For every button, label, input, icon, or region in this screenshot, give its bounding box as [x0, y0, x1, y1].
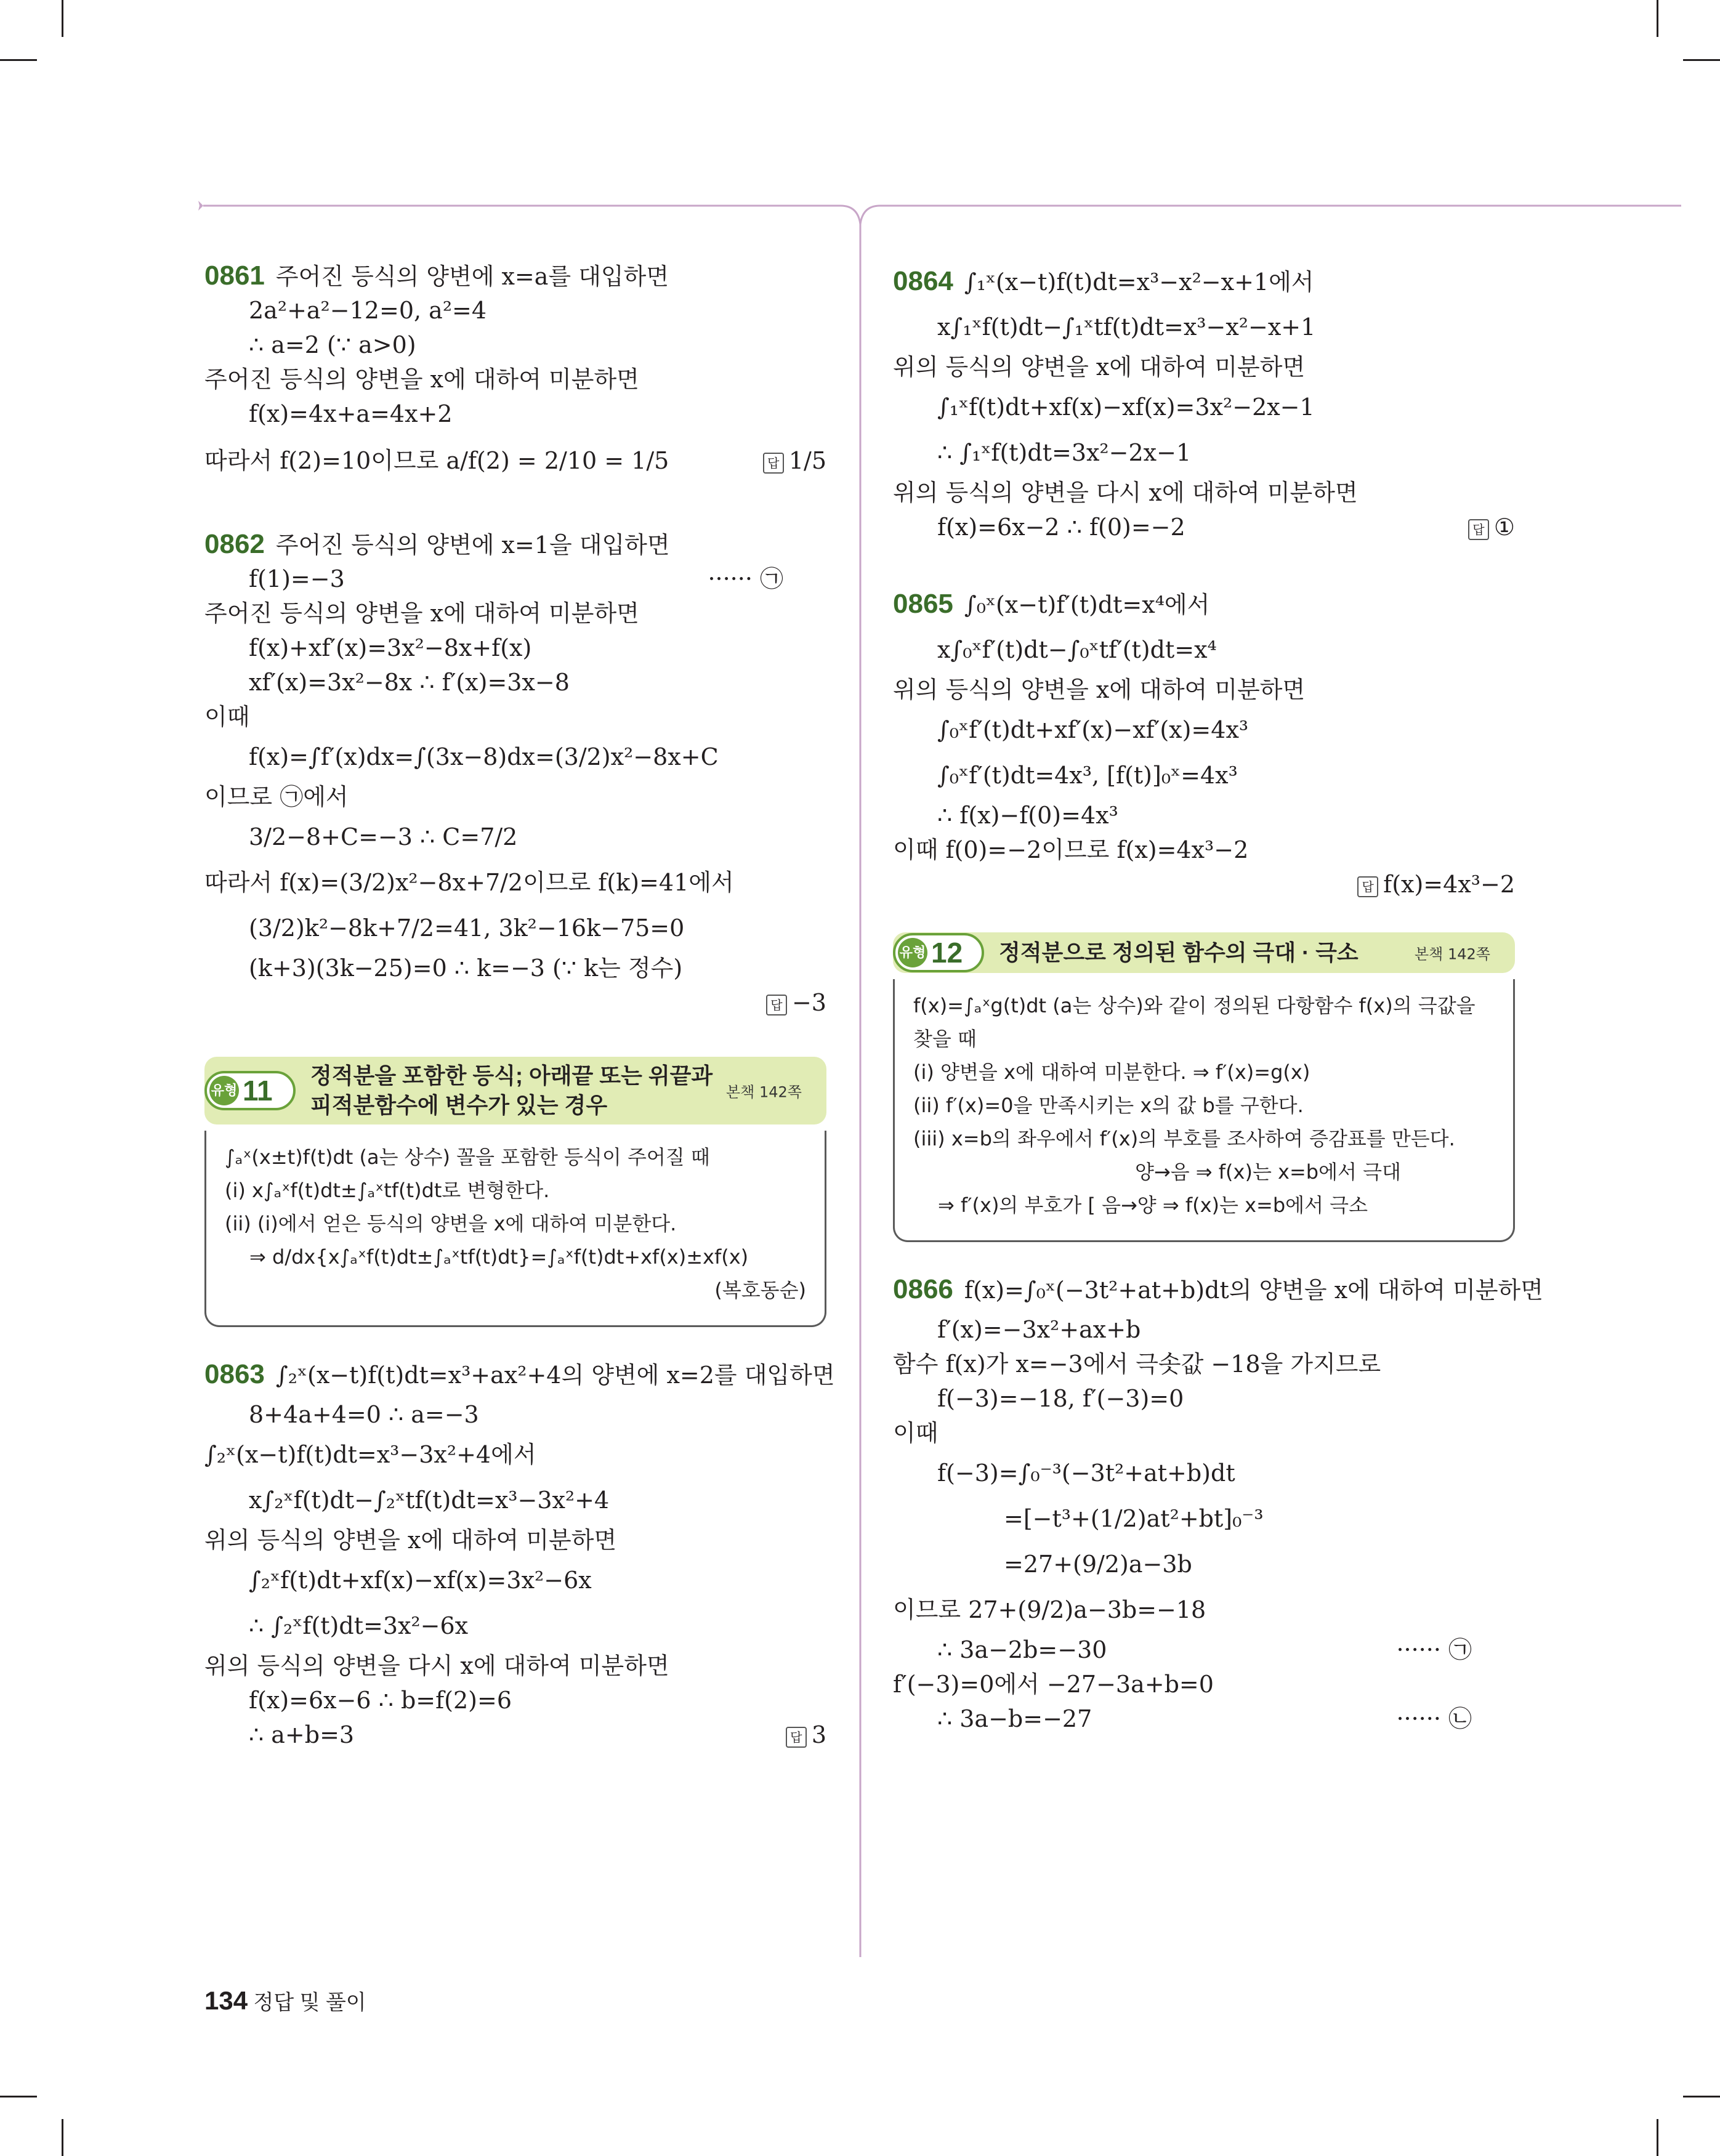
solution-line: 이때 — [204, 703, 250, 730]
problem-number: 0865 — [893, 589, 953, 619]
solution-line: =27+(9/2)a−3b — [1004, 1551, 1192, 1578]
problem-number: 0863 — [204, 1359, 265, 1389]
solution-line: ∫₂ˣ(x−t)f(t)dt=x³−3x²+4에서 — [204, 1441, 536, 1468]
solution-line: f(−3)=−18, f′(−3)=0 — [937, 1385, 1184, 1412]
problem-0863 — [204, 1352, 835, 1752]
answer-value: 3 — [811, 1721, 826, 1748]
solution-line: f(−3)=∫₀⁻³(−3t²+at+b)dt — [937, 1460, 1235, 1487]
solution-line: ∫₂ˣf(t)dt+xf(x)−xf(x)=3x²−6x — [249, 1567, 592, 1594]
type-title-line: 정적분을 포함한 등식; 아래끝 또는 위끝과 — [310, 1063, 713, 1088]
summary-line: (ii) (i)에서 얻은 등식의 양변을 x에 대하여 미분한다. — [225, 1212, 677, 1235]
problem-0862 — [204, 527, 826, 1020]
summary-line: f(x)=∫ₐˣg(t)dt (a는 상수)와 같이 정의된 다항함수 f(x)의 극값을 — [913, 994, 1476, 1017]
type-title — [310, 1061, 713, 1120]
solution-line: f(x)+xf′(x)=3x²−8x+f(x) — [249, 634, 532, 661]
crop-mark — [1683, 2096, 1720, 2097]
solution-line: (k+3)(3k−25)=0 ∴ k=−3 (∵ k는 정수) — [249, 955, 683, 982]
solution-line: f(1)=−3 — [249, 565, 345, 592]
solution-line: 위의 등식의 양변을 x에 대하여 미분하면 — [893, 676, 1306, 703]
right-column — [893, 259, 1543, 1736]
problem-number: 0866 — [893, 1274, 953, 1304]
textbook-reference: 본책 142쪽 — [1415, 945, 1490, 963]
solution-line: ∴ a+b=3 — [249, 1721, 355, 1748]
solution-line: 따라서 f(x)=(3/2)x²−8x+7/2이므로 f(k)=41에서 — [204, 869, 734, 896]
type-11-box — [204, 1057, 826, 1327]
solution-line: 주어진 등식의 양변에 x=a를 대입하면 — [275, 263, 669, 290]
type-banner — [204, 1057, 826, 1124]
summary-line: (i) x∫ₐˣf(t)dt±∫ₐˣtf(t)dt로 변형한다. — [225, 1179, 550, 1202]
type-badge — [893, 933, 984, 972]
solution-line: 위의 등식의 양변을 다시 x에 대하여 미분하면 — [893, 479, 1358, 506]
summary-line: (ii) f′(x)=0을 만족시키는 x의 값 b를 구한다. — [913, 1094, 1304, 1117]
type-badge — [204, 1071, 296, 1110]
problem-number: 0862 — [204, 529, 265, 559]
answer-value: ① — [1493, 514, 1515, 541]
crop-mark — [62, 0, 63, 37]
solution-line: f(x)=∫f′(x)dx=∫(3x−8)dx=(3/2)x²−8x+C — [249, 743, 719, 770]
solution-line: 함수 f(x)가 x=−3에서 극솟값 −18을 가지므로 — [893, 1351, 1381, 1378]
answer-value: −3 — [791, 989, 826, 1016]
crop-mark — [1683, 59, 1720, 61]
answer-icon: 답 — [766, 995, 787, 1015]
equation-marker: ······ ㉠ — [1396, 1636, 1472, 1663]
crop-mark — [1657, 0, 1658, 37]
answer — [786, 1718, 826, 1752]
left-column — [204, 259, 835, 1752]
crop-mark — [0, 59, 37, 61]
page-number: 134 — [204, 1986, 248, 2015]
solution-line: ∫₀ˣf′(t)dt+xf′(x)−xf′(x)=4x³ — [937, 716, 1249, 743]
answer-icon: 답 — [763, 453, 784, 474]
answer-icon: 답 — [1357, 876, 1378, 897]
solution-line: 2a²+a²−12=0, a²=4 — [249, 297, 487, 324]
answer — [1468, 510, 1515, 544]
solution-line: 8+4a+4=0 ∴ a=−3 — [249, 1401, 479, 1428]
summary-line: ⇒ f′(x)의 부호가 [ 음→양 ⇒ f(x)는 x=b에서 극소 — [938, 1193, 1368, 1217]
type-banner — [893, 932, 1515, 973]
answer-value: f(x)=4x³−2 — [1383, 871, 1515, 898]
solution-line: (3/2)k²−8k+7/2=41, 3k²−16k−75=0 — [249, 914, 685, 942]
footer-title: 정답 및 풀이 — [253, 1991, 366, 2014]
answer — [763, 431, 826, 490]
summary-line: ∫ₐˣ(x±t)f(t)dt (a는 상수) 꼴을 포함한 등식이 주어질 때 — [225, 1145, 710, 1169]
crop-mark — [62, 2119, 63, 2156]
solution-line: ∫₀ˣ(x−t)f′(t)dt=x⁴에서 — [964, 591, 1210, 618]
type-number: 11 — [243, 1075, 273, 1107]
page-footer — [204, 1984, 366, 2017]
solution-line: xf′(x)=3x²−8x ∴ f′(x)=3x−8 — [249, 669, 570, 696]
solution-line: ∴ a=2 (∵ a>0) — [249, 331, 416, 358]
answer-value: 1/5 — [788, 447, 826, 474]
type-label: 유형 — [209, 1076, 239, 1105]
answer — [766, 985, 826, 1020]
type-summary — [204, 1131, 826, 1327]
solution-line: ∴ ∫₂ˣf(t)dt=3x²−6x — [249, 1612, 469, 1639]
answer — [1357, 867, 1515, 902]
solution-line: 이때 f(0)=−2이므로 f(x)=4x³−2 — [893, 836, 1249, 863]
solution-line: 위의 등식의 양변을 x에 대하여 미분하면 — [893, 353, 1306, 381]
solution-line: 주어진 등식의 양변을 x에 대하여 미분하면 — [204, 366, 639, 393]
problem-0861 — [204, 259, 826, 490]
summary-line: ⇒ d/dx{x∫ₐˣf(t)dt±∫ₐˣtf(t)dt}=∫ₐˣf(t)dt+xf(x)±xf(x) — [249, 1245, 749, 1269]
solution-line: x∫₀ˣf′(t)dt−∫₀ˣtf′(t)dt=x⁴ — [937, 636, 1217, 663]
solution-line: ∫₀ˣf′(t)dt=4x³, [f(t)]₀ˣ=4x³ — [937, 762, 1238, 789]
equation-marker: ······ ㉠ — [708, 565, 783, 592]
type-title: 정적분으로 정의된 함수의 극대 · 극소 — [999, 940, 1359, 965]
solution-line: f(x)=6x−2 ∴ f(0)=−2 — [937, 514, 1185, 541]
solution-line: ∴ ∫₁ˣf(t)dt=3x²−2x−1 — [937, 439, 1192, 466]
solution-line: 3/2−8+C=−3 ∴ C=7/2 — [249, 823, 518, 850]
solution-line: 위의 등식의 양변을 x에 대하여 미분하면 — [204, 1527, 617, 1554]
equation-marker: ······ ㉡ — [1396, 1705, 1472, 1732]
solution-line: 이때 — [893, 1419, 939, 1447]
solution-line: 위의 등식의 양변을 다시 x에 대하여 미분하면 — [204, 1652, 669, 1679]
solution-line: 주어진 등식의 양변에 x=1을 대입하면 — [275, 531, 670, 559]
solution-line: ∴ 3a−b=−27 — [937, 1705, 1092, 1732]
answer-icon: 답 — [1468, 519, 1489, 540]
answer-icon: 답 — [786, 1727, 807, 1748]
solution-line: ∫₁ˣ(x−t)f(t)dt=x³−x²−x+1에서 — [964, 268, 1314, 296]
solution-line: x∫₂ˣf(t)dt−∫₂ˣtf(t)dt=x³−3x²+4 — [249, 1487, 610, 1514]
solution-line: 주어진 등식의 양변을 x에 대하여 미분하면 — [204, 600, 639, 627]
solution-line: x∫₁ˣf(t)dt−∫₁ˣtf(t)dt=x³−x²−x+1 — [937, 313, 1316, 341]
solution-line: f′(−3)=0에서 −27−3a+b=0 — [893, 1671, 1214, 1698]
problem-0866 — [893, 1267, 1543, 1736]
type-title-line: 피적분함수에 변수가 있는 경우 — [310, 1092, 608, 1118]
summary-line: (i) 양변을 x에 대하여 미분한다. ⇒ f′(x)=g(x) — [913, 1060, 1310, 1084]
solution-line: ∴ f(x)−f(0)=4x³ — [937, 802, 1118, 829]
type-summary — [893, 979, 1515, 1242]
textbook-reference: 본책 142쪽 — [726, 1083, 802, 1101]
solution-line: 이므로 ㉠에서 — [204, 783, 349, 810]
summary-line: (iii) x=b의 좌우에서 f′(x)의 부호를 조사하여 증감표를 만든다. — [913, 1127, 1455, 1150]
solution-line: f(x)=∫₀ˣ(−3t²+at+b)dt의 양변을 x에 대하여 미분하면 — [964, 1277, 1543, 1304]
problem-number: 0861 — [204, 260, 265, 291]
solution-line: 이므로 27+(9/2)a−3b=−18 — [893, 1596, 1206, 1623]
solution-line: 따라서 f(2)=10이므로 a/f(2) = 2/10 = 1/5 — [204, 447, 669, 474]
solution-line: f′(x)=−3x²+ax+b — [937, 1316, 1141, 1343]
type-label: 유형 — [898, 938, 927, 967]
solution-line: ∫₂ˣ(x−t)f(t)dt=x³+ax²+4의 양변에 x=2를 대입하면 — [275, 1362, 835, 1389]
solution-line: =[−t³+(1/2)at²+bt]₀⁻³ — [1004, 1505, 1264, 1532]
problem-0865 — [893, 581, 1515, 902]
solution-line: f(x)=4x+a=4x+2 — [249, 400, 453, 427]
solution-line: ∴ 3a−2b=−30 — [937, 1636, 1107, 1663]
type-number: 12 — [931, 937, 963, 969]
solution-line: f(x)=6x−6 ∴ b=f(2)=6 — [249, 1687, 512, 1714]
type-12-box — [893, 932, 1515, 1242]
summary-note: (복호동순) — [714, 1278, 806, 1302]
summary-line: 찾을 때 — [913, 1027, 977, 1051]
solution-line: ∫₁ˣf(t)dt+xf(x)−xf(x)=3x²−2x−1 — [937, 394, 1315, 421]
crop-mark — [1657, 2119, 1658, 2156]
crop-mark — [0, 2096, 37, 2097]
problem-0864 — [893, 259, 1515, 544]
summary-line: 양→음 ⇒ f(x)는 x=b에서 극대 — [1135, 1160, 1401, 1184]
problem-number: 0864 — [893, 266, 953, 296]
